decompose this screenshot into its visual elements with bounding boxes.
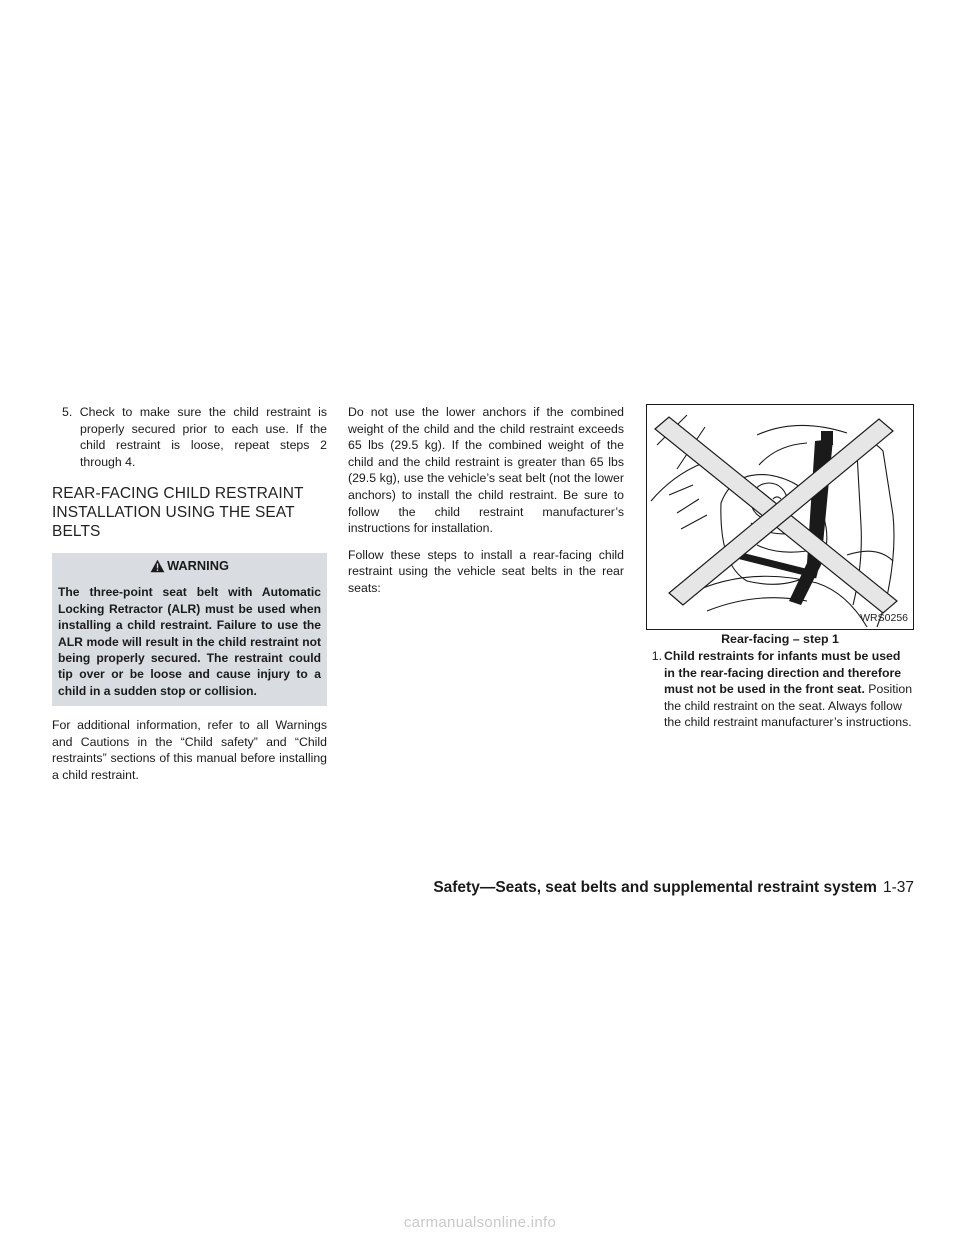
step-1-text: Position the child restraint on the seat. Always follow the child restraint manufacturer’s instructions.: [664, 682, 913, 730]
warning-triangle-icon: [150, 559, 165, 573]
figure-code: WRS0256: [860, 612, 908, 625]
additional-info: For additional information, refer to all Warnings and Cautions in the “Child safety” and “Child restraints” sections of this manual before installing a child restraint.: [52, 718, 327, 782]
figure-caption: Rear-facing – step 1: [721, 632, 839, 646]
watermark: carmanualsonline.info: [403, 1214, 557, 1231]
warning-heading: [58, 557, 321, 584]
footer-section-title: Safety—Seats, seat belts and supplemental restraint system: [433, 879, 877, 896]
step-5-text: Check to make sure the child restraint is properly secured prior to each use. If the child restraint is loose, repeat steps 2 through 4.: [79, 405, 328, 469]
warning-heading-text: WARNING: [167, 558, 229, 574]
page-number: 1-37: [882, 879, 914, 896]
left-column: [52, 404, 327, 784]
step-1-body: [664, 648, 914, 731]
rear-facing-step1-figure: [646, 404, 914, 630]
warning-text: The three-point seat belt with Automatic Locking Retractor (ALR) must be used when installing a child restraint. Failure to use the ALR mode will result in the child restraint not being properly secured. The restraint could tip over or be loose and cause injury to a child in a sudden stop or collision.: [58, 585, 321, 698]
follow-steps-paragraph: Follow these steps to install a rear-facing child restraint using the vehicle seat belts in the rear seats:: [348, 547, 624, 595]
front-seat-prohibited-illustration: [647, 405, 913, 629]
section-title: REAR-FACING CHILD RESTRAINT INSTALLATION USING THE SEAT BELTS: [52, 485, 304, 541]
step-1-number: 1.: [651, 649, 662, 663]
step-5: [52, 404, 327, 470]
warning-box: [52, 553, 327, 706]
middle-column: [348, 404, 624, 597]
lower-anchors-paragraph: Do not use the lower anchors if the combined weight of the child and the child restraint exceeds 65 lbs (29.5 kg). If the combined weight of the child and the child restraint is greater than 65 lbs (29.5 kg), use the vehicle’s seat belt (not the lower anchors) to install the child restraint. Be sure to follow the child restraint manufacturer’s instructions for installation.: [348, 405, 624, 536]
right-column: [646, 404, 914, 731]
page-footer: [433, 878, 914, 898]
step-1: [646, 648, 914, 731]
step-5-number: 5.: [62, 405, 73, 419]
step-1-bold-text: Child restraints for infants must be used in the rear-facing direction and therefore must not be used in the front seat.: [664, 649, 902, 697]
